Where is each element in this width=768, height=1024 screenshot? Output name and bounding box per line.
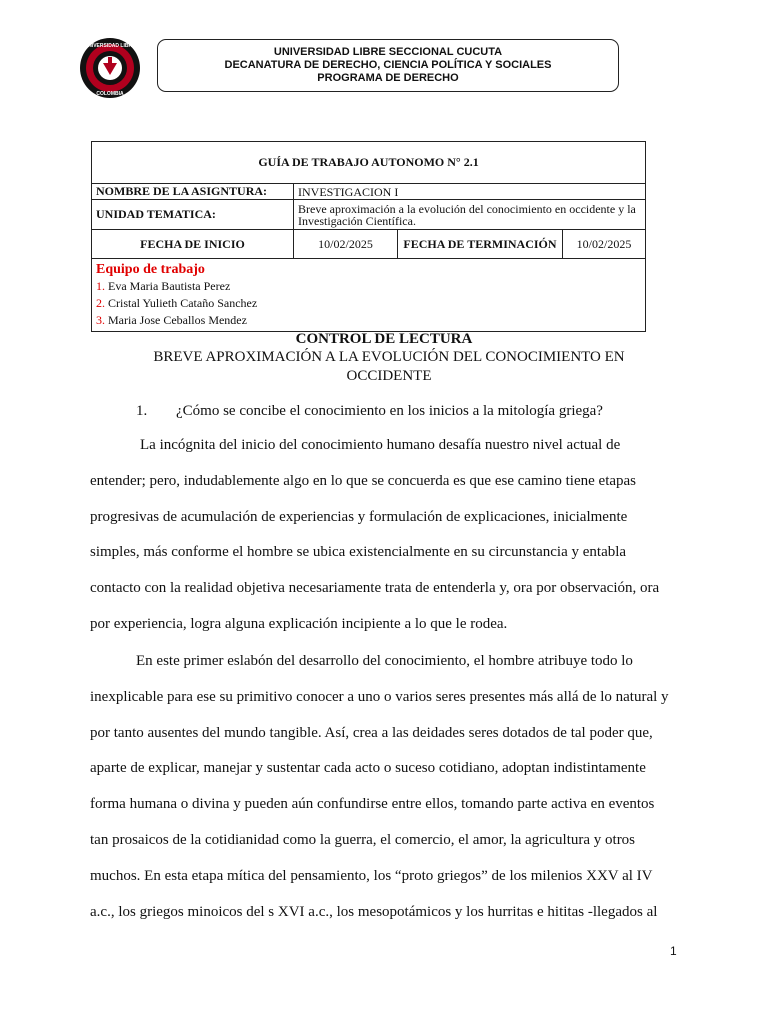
guide-info-table	[91, 141, 646, 332]
answer-paragraph-1: La incógnita del inicio del conocimiento humano desafía nuestro nivel actual de entender; pero, indudablemente algo en lo que se concuerda es que ese camino tiene etapas progresivas de acumulación de experiencias y formulación de explicaciones, inicialmente simples, más conforme el hombre se ubica existencialmente en su circunstancia y entabla contacto con la realidad objetiva necesariamente trata de entenderla y, ora por observación, ora por experiencia, logra alguna explicación incipiente a lo que le rodea.	[90, 437, 660, 632]
team-member	[96, 278, 641, 295]
header-faculty: DECANATURA DE DERECHO, CIENCIA POLÍTICA Y SOCIALES	[224, 59, 552, 71]
unit-value: Breve aproximación a la evolución del conocimiento en occidente y la Investigación Científica.	[294, 200, 646, 230]
team-section	[92, 259, 646, 332]
university-logo	[79, 37, 141, 99]
member-name: Eva Maria Bautista Perez	[108, 279, 231, 293]
subject-value: INVESTIGACION I	[294, 184, 646, 200]
end-date-value: 10/02/2025	[563, 230, 646, 259]
svg-text:UNIVERSIDAD LIBRE: UNIVERSIDAD LIBRE	[84, 43, 136, 49]
start-date-value: 10/02/2025	[294, 230, 398, 259]
member-name: Maria Jose Ceballos Mendez	[108, 313, 247, 327]
member-number: 2.	[96, 296, 105, 310]
member-number: 3.	[96, 313, 105, 327]
reading-control-subtitle: BREVE APROXIMACIÓN A LA EVOLUCIÓN DEL CONOCIMIENTO EN OCCIDENTE	[153, 349, 625, 384]
team-title: Equipo de trabajo	[96, 262, 205, 277]
team-member	[96, 312, 641, 329]
team-member	[96, 295, 641, 312]
start-date-label: FECHA DE INICIO	[92, 230, 294, 259]
member-number: 1.	[96, 279, 105, 293]
question-number: 1.	[136, 403, 148, 419]
guide-title: GUÍA DE TRABAJO AUTONOMO N° 2.1	[92, 142, 646, 184]
question-text: ¿Cómo se concibe el conocimiento en los inicios a la mitología griega?	[176, 403, 603, 419]
reading-control-title: CONTROL DE LECTURA	[295, 331, 473, 347]
subject-label: NOMBRE DE LA ASIGNTURA:	[92, 184, 294, 200]
institution-header	[157, 39, 619, 92]
answer-paragraph-2: En este primer eslabón del desarrollo del conocimiento, el hombre atribuye todo lo inexplicable para ese su primitivo conocer a uno o varios seres presentes más allá de lo natural y por tanto ausentes del mundo tangible. Así, crea a las deidades seres dotados de tal poder que, aparte de explicar, manejar y sustentar cada acto o suceso cotidiano, adoptan indistintamente forma humana o divina y pueden aún confundirse entre ellos, tomando parte activa en eventos tan prosaicos de la cotidianidad como la guerra, el comercio, el amor, la agricultura y otros muchos. En esta etapa mítica del pensamiento, los “proto griegos” de los milenios XXV al IV a.c., los griegos minoicos del s XVI a.c., los mesopotámicos y los hurritas e hititas -llegados al	[90, 653, 669, 920]
member-name: Cristal Yulieth Cataño Sanchez	[108, 296, 258, 310]
page-number: 1	[670, 944, 677, 958]
unit-label: UNIDAD TEMATICA:	[92, 200, 294, 230]
svg-text:COLOMBIA: COLOMBIA	[96, 91, 124, 97]
header-program: PROGRAMA DE DERECHO	[317, 72, 459, 84]
end-date-label: FECHA DE TERMINACIÓN	[398, 230, 563, 259]
university-seal-icon	[79, 37, 141, 99]
header-university: UNIVERSIDAD LIBRE SECCIONAL CUCUTA	[273, 46, 503, 58]
question-item	[136, 403, 603, 420]
